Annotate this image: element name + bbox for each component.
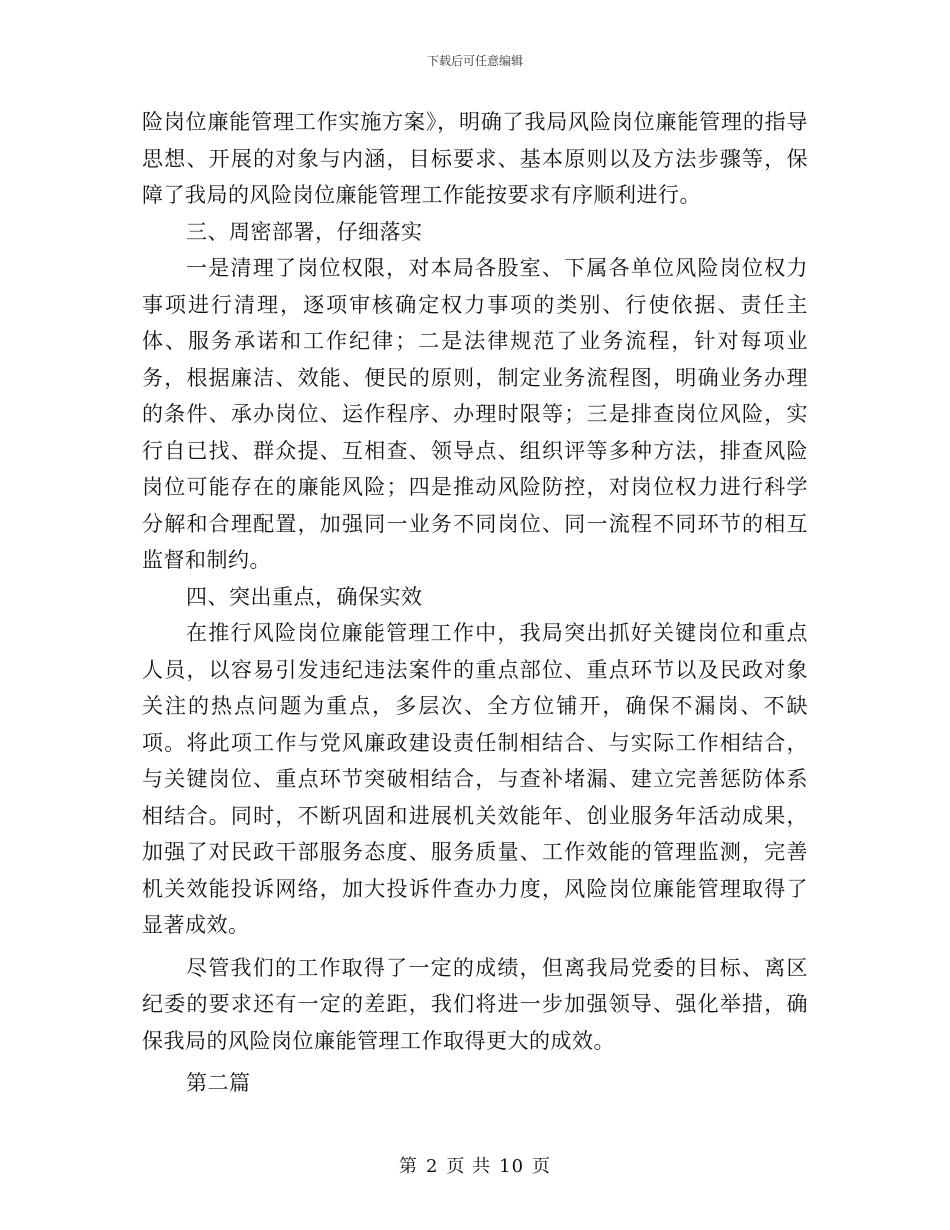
footer-total-pages: 10 <box>499 1156 525 1177</box>
footer-suffix: 页 <box>532 1156 552 1177</box>
paragraph-intro-continuation: 险岗位廉能管理工作实施方案》，明确了我局风险岗位廉能管理的指导思想、开展的对象与内涵，目标要求、基本原则以及方法步骤等，保障了我局的风险岗位廉能管理工作能按要求有序顺利进行。 <box>142 110 808 207</box>
paragraph-conclusion: 尽管我们的工作取得了一定的成绩，但离我局党委的目标、离区纪委的要求还有一定的差距，我们将进一步加强领导、强化举措，确保我局的风险岗位廉能管理工作取得更大的成效。 <box>142 955 808 1053</box>
footer-prefix: 第 <box>398 1156 418 1177</box>
document-body <box>142 104 808 1102</box>
footer-middle: 页 共 <box>446 1156 492 1177</box>
paragraph-deployment: 一是清理了岗位权限，对本局各股室、下属各单位风险岗位权力事项进行清理，逐项审核确定权力事项的类别、行使依据、责任主体、服务承诺和工作纪律；二是法律规范了业务流程，针对每项业务，根据廉洁、效能、便民的原则，制定业务流程图，明确业务办理的条件、承办岗位、运作程序、办理时限等；三是排查岗位风险，实行自已找、群众提、互相查、领导点、组织评等多种方法，排查风险岗位可能存在的廉能风险；四是推动风险防控，对岗位权力进行科学分解和合理配置，加强同一业务不同岗位、同一流程不同环节的相互监督和制约。 <box>142 256 808 572</box>
page-footer <box>0 1152 950 1178</box>
section-heading-second-part: 第二篇 <box>186 1071 251 1095</box>
section-heading-three: 三、周密部署，仔细落实 <box>186 219 423 244</box>
page-header: 下载后可任意编辑 <box>426 54 523 68</box>
footer-page-number: 2 <box>425 1156 439 1177</box>
paragraph-key-focus: 在推行风险岗位廉能管理工作中，我局突出抓好关键岗位和重点人员，以容易引发违纪违法案件的重点部位、重点环节以及民政对象关注的热点问题为重点，多层次、全方位铺开，确保不漏岗、不缺项。将此项工作与党风廉政建设责任制相结合、与实际工作相结合，与关键岗位、重点环节突破相结合，与查补堵漏、建立完善惩防体系相结合。同时，不断巩固和进展机关效能年、创业服务年活动成果，加强了对民政干部服务态度、服务质量、工作效能的管理监测，完善机关效能投诉网络，加大投诉件查办力度，风险岗位廉能管理取得了显著成效。 <box>142 621 808 937</box>
section-heading-four: 四、突出重点，确保实效 <box>186 584 423 609</box>
